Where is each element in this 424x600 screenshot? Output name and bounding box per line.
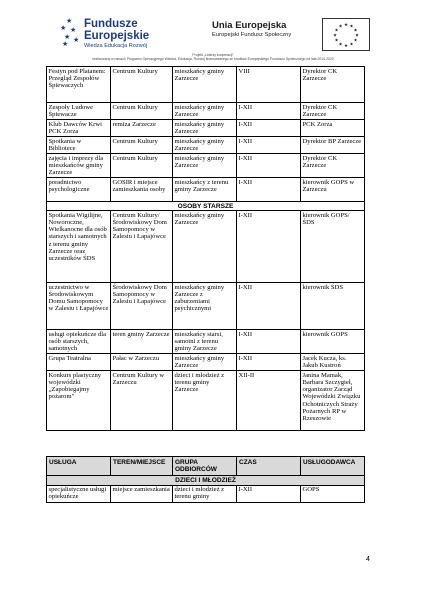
table-cell: Centrum Kultury w Zarzeczu [111,371,173,431]
table-cell: zajęcia i imprezy dla mieszkańców gminy Zarzecze [47,154,111,178]
project-subtitle: realizowany w ramach Programu Operacyjnego Wiedza, Edukacja, Rozwój finansowanego ze środków Europejskiego Funduszu Społecznego na lata 2014-2020 [92,57,334,61]
table-cell: mieszkańcy z terenu gminy Zarzecze [173,178,237,202]
table-cell: mieszkańcy starsi, samotni z terenu gminy Zarzecze [173,330,237,354]
eu-title: Unia Europejska [212,20,287,31]
table-cell: mieszkańcy gminy Zarzecze [173,354,237,371]
table-cell: uczestnictwo w Środowiskowym Domu Samopomocy w Zalesiu i Łapajówce [47,283,111,330]
table-cell: I-XII [237,178,301,202]
table-cell: Dyrektor CK Zarzecze [301,154,365,178]
table-row [47,137,365,154]
table-cell: Centrum Kultury [111,154,173,178]
svg-text:★: ★ [349,24,354,30]
table-cell: Centrum Kultury [111,137,173,154]
section-header-row [47,476,365,485]
svg-text:★: ★ [334,28,339,34]
table-cell: I-XII [237,103,301,120]
table-cell: miejsce zamieszkania [111,485,173,502]
table-cell: mieszkańcy gminy Zarzecze [173,103,237,120]
section-header-row [47,202,365,211]
logo-line-3: Wiedza Edukacja Rozwój [84,43,148,49]
table-cell: Zespoły Ludowe Śpiewacze [47,103,111,120]
eu-logo [212,18,372,52]
logo-line-2: Europejskie [84,30,150,42]
table-cell: Klub Dawców Krwi PCK Zorza [47,120,111,137]
table-cell: dzieci i młodzież z terenu gminy Zarzecze [173,371,237,431]
table-cell: Dyrektor CK Zarzecze [301,103,365,120]
table-row [47,330,365,354]
table-cell: Konkurs plastyczny wojewódzki „Zapobiegajmy pożarom" [47,371,111,431]
services-table-2 [46,456,365,503]
table-header-row [47,457,365,476]
table-cell: mieszkańcy gminy Zarzecze [173,120,237,137]
table-row [47,211,365,283]
table-cell: Dyrektor CK Zarzecze [301,67,365,103]
table-row [47,103,365,120]
table-cell: PCK Zorza [301,120,365,137]
table-cell: poradnictwo psychologiczne [47,178,111,202]
table-cell: I-XII [237,137,301,154]
svg-text:★: ★ [334,38,339,44]
table-cell: remiza Zarzecze [111,120,173,137]
table-row [47,485,365,502]
page-number: 4 [366,556,370,563]
table-cell: I-XII [237,211,301,283]
table-cell: GOSIR i miejsce zamieszkania osoby [111,178,173,202]
column-header-place: TEREN/MIEJSCE [111,457,173,476]
table-cell: Środowiskowy Dom Samopomocy w Zalesiu i Łapajówce [111,283,173,330]
table-cell: VIII [237,67,301,103]
column-header-recipients: GRUPA ODBIORCÓW [173,457,237,476]
table-cell: XII-II [237,371,301,431]
table-cell: kierownik GOPS [301,330,365,354]
table-cell: kierownik GOPS/ ŚDS [301,211,365,283]
table-cell: Festyn pod Platanem: Przegląd Zespołów Śpiewaczych [47,67,111,103]
svg-text:★: ★ [354,33,360,39]
table-cell: Janina Mamak, Barbara Szczygieł, organizator Zarząd Wojewódzki Związku Ochotniczych Straży Pożarnych RP w Rzeszowie [301,371,365,431]
table-cell: Centrum Kultury [111,103,173,120]
table-cell: mieszkańcy gminy Zarzecze [173,154,237,178]
table-cell: I-XII [237,354,301,371]
table-cell: specjalistyczne usługi opiekuńcze [47,485,111,502]
table-row [47,354,365,371]
table-cell: Centrum Kultury [111,67,173,103]
svg-text:★: ★ [338,24,343,30]
project-title: Projekt „Liderzy kooperacji" [192,53,234,57]
table-cell: kierownik GOPS w Zarzeczu [301,178,365,202]
services-table-1 [46,66,365,431]
table-cell: I-XII [237,154,301,178]
table-row [47,283,365,330]
table-cell: mieszkańcy gminy Zarzecze [173,67,237,103]
eu-subtitle: Europejski Fundusz Społeczny [212,32,292,38]
table-cell: I-XII [237,120,301,137]
table-cell: I-XII [237,485,301,502]
logo-line-1: Fundusze [84,18,138,30]
svg-text:★: ★ [343,23,349,28]
table-cell: GOPS [301,485,365,502]
eu-flag-icon [322,18,370,51]
table-row [47,120,365,137]
table-cell: Pałac w Zarzeczu [111,354,173,371]
table-cell: Centrum Kultury/ Środowiskowy Dom Samopomocy w Zalesiu i Łapajówce [111,211,173,283]
svg-text:★: ★ [353,28,358,34]
table-row [47,178,365,202]
table-cell: mieszkańcy gminy Zarzecze [173,211,237,283]
table-row [47,154,365,178]
table-cell: mieszkańcy gminy Zarzecze [173,137,237,154]
table-cell: Spotkania w Bibliotece [47,137,111,154]
table-row [47,371,365,431]
table-cell: I-XII [237,283,301,330]
column-header-provider: USŁUGODAWCA [301,457,365,476]
table-cell: usługi opiekuńcze dla osób starszych, samotnych [47,330,111,354]
table-row [47,67,365,103]
table-cell: Jacek Kucza, ks. Jakub Kustroń [301,354,365,371]
table-cell: Dyrektor BP Zarzecze [301,137,365,154]
column-header-service: USŁUGA [47,457,111,476]
table-cell: kierownik ŚDS [301,283,365,330]
fundusze-europejskie-logo [60,18,210,52]
table-cell: I-XII [237,330,301,354]
project-info [40,53,386,61]
svg-text:★: ★ [353,38,358,44]
svg-text:★: ★ [338,42,343,48]
svg-text:★: ★ [349,42,354,48]
table-cell: teren gminy Zarzecze [111,330,173,354]
stars-logo-icon: ★ ★ ★ ★ ★ ★ [60,17,80,48]
section-label: DZIECI I MŁODZIEŻ [47,476,365,485]
table-cell: Grupa Teatralna [47,354,111,371]
table-cell: Spotkania Wigilijne, Noworoczne, Wielkanocne dla osób starszych i samotnych z terenu gminy Zarzecze oraz uczestników ŚDS [47,211,111,283]
table-cell: mieszkańcy gminy Zarzecze z zaburzeniami psychicznymi [173,283,237,330]
svg-text:★: ★ [332,33,338,39]
column-header-time: CZAS [237,457,301,476]
table-cell: dzieci i młodzież z terenu gminy [173,485,237,502]
svg-text:★: ★ [343,44,349,49]
section-label: OSOBY STARSZE [47,202,365,211]
